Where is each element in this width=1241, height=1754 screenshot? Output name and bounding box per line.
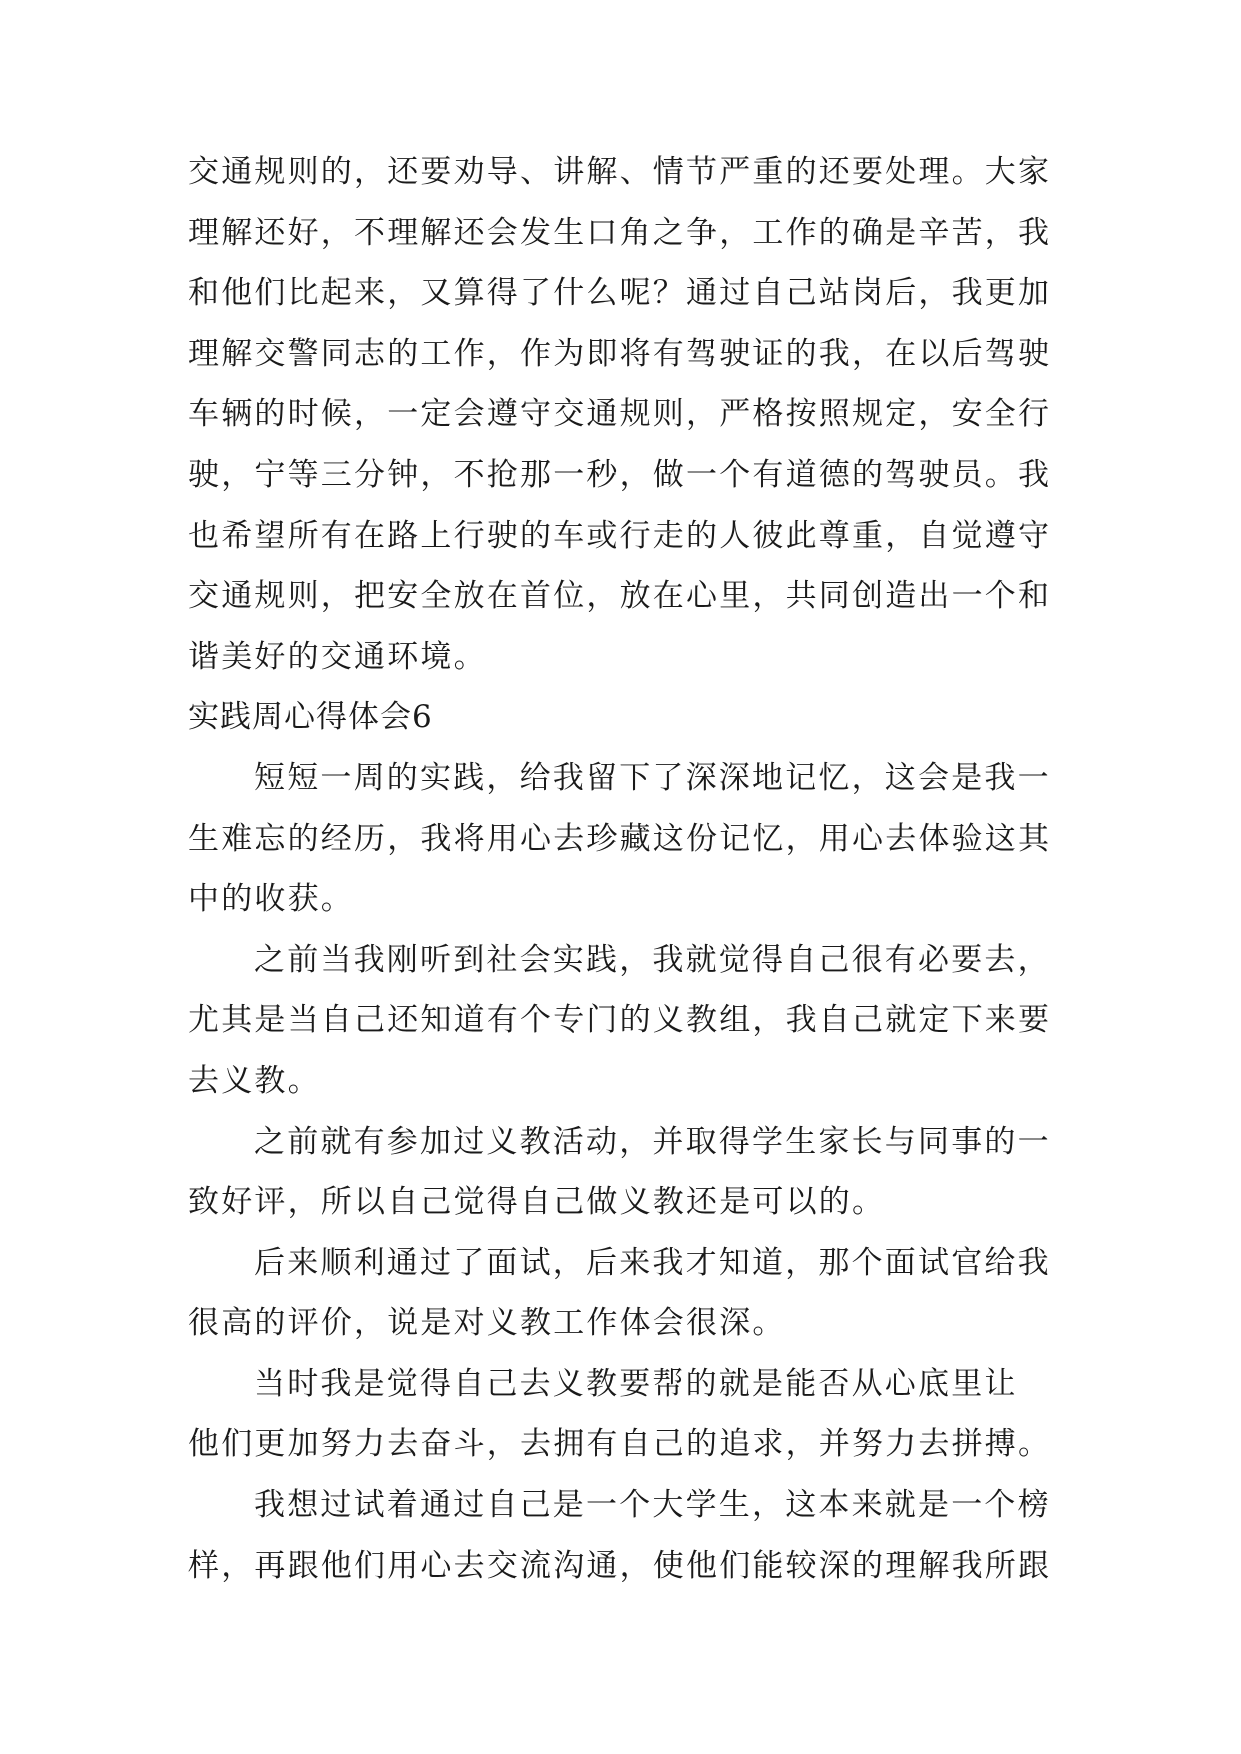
paragraph-line: 理解交警同志的工作，作为即将有驾驶证的我，在以后驾驶 — [188, 335, 1052, 372]
paragraph-line: 交通规则，把安全放在首位，放在心里，共同创造出一个和 — [188, 578, 1052, 615]
section-heading: 实践周心得体会6 — [188, 699, 433, 736]
paragraph-line: 交通规则的，还要劝导、讲解、情节严重的还要处理。大家 — [188, 154, 1052, 190]
paragraph-line: 理解还好，不理解还会发生口角之争，工作的确是辛苦，我 — [188, 214, 1052, 251]
paragraph-line: 当时我是觉得自己去义教要帮的就是能否从心底里让 — [254, 1365, 1018, 1402]
paragraph-line: 后来顺利通过了面试，后来我才知道，那个面试官给我 — [254, 1244, 1051, 1281]
paragraph-line: 驶，宁等三分钟，不抢那一秒，做一个有道德的驾驶员。我 — [188, 456, 1052, 493]
paragraph-line: 也希望所有在路上行驶的车或行走的人彼此尊重，自觉遵守 — [188, 517, 1052, 554]
paragraph-line: 样，再跟他们用心去交流沟通，使他们能较深的理解我所跟 — [188, 1547, 1052, 1584]
paragraph-line: 车辆的时候，一定会遵守交通规则，严格按照规定，安全行 — [188, 396, 1052, 433]
paragraph-line: 中的收获。 — [188, 881, 354, 918]
continuation-paragraph — [188, 142, 1058, 1596]
paragraph-line: 短短一周的实践，给我留下了深深地记忆，这会是我一 — [254, 759, 1051, 796]
paragraph-line: 之前就有参加过义教活动，并取得学生家长与同事的一 — [254, 1123, 1051, 1160]
paragraph-line: 致好评，所以自己觉得自己做义教还是可以的。 — [188, 1184, 886, 1221]
paragraph-line: 很高的评价，说是对义教工作体会很深。 — [188, 1305, 786, 1342]
paragraph-line: 我想过试着通过自己是一个大学生，这本来就是一个榜 — [254, 1487, 1051, 1524]
paragraph-line: 谐美好的交通环境。 — [188, 638, 487, 675]
paragraph-line: 去义教。 — [188, 1062, 321, 1099]
paragraph-line: 他们更加努力去奋斗，去拥有自己的追求，并努力去拼搏。 — [188, 1426, 1052, 1463]
paragraph-line: 生难忘的经历，我将用心去珍藏这份记忆，用心去体验这其 — [188, 820, 1052, 857]
paragraph-line: 和他们比起来，又算得了什么呢？通过自己站岗后，我更加 — [188, 275, 1052, 312]
paragraph-line: 之前当我刚听到社会实践，我就觉得自己很有必要去， — [254, 941, 1051, 978]
paragraph-line: 尤其是当自己还知道有个专门的义教组，我自己就定下来要 — [188, 1002, 1052, 1039]
